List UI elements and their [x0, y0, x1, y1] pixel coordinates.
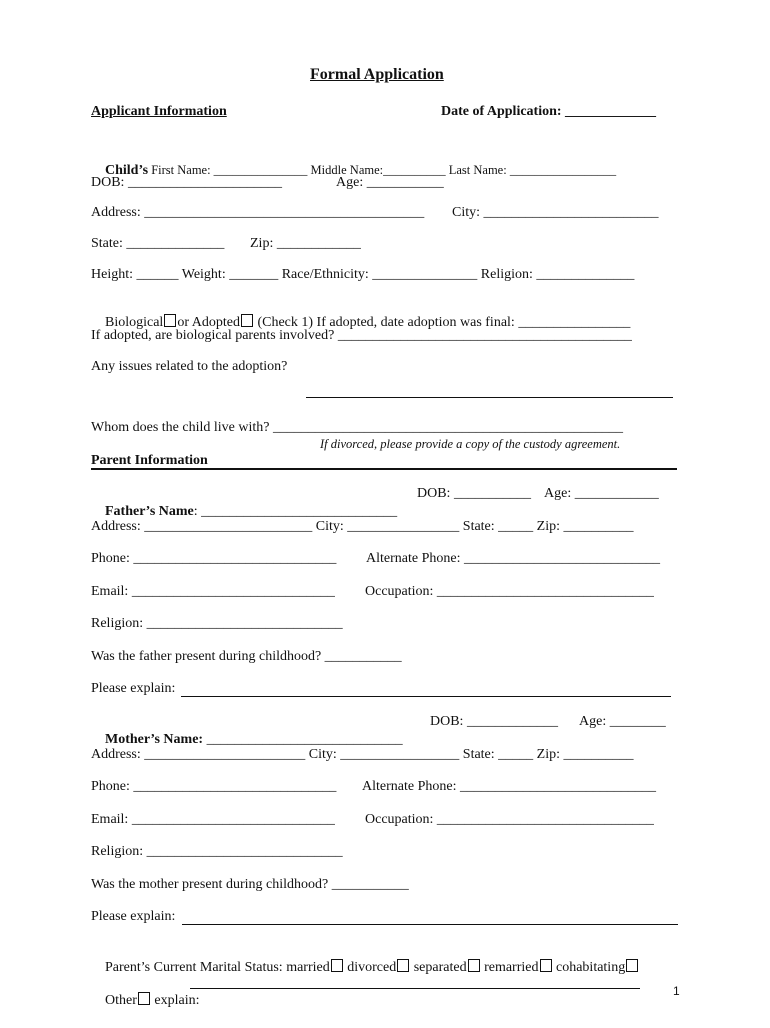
- father-name-label: Father’s Name: [105, 504, 194, 519]
- mother-religion-field[interactable]: Religion: ____________________________: [91, 844, 343, 859]
- other-explain-label: explain:: [150, 993, 200, 1008]
- other-label: Other: [105, 993, 137, 1008]
- adoption-date-field[interactable]: (Check 1) If adopted, date adoption was final: ________________: [253, 315, 631, 330]
- adoption-issues-label: Any issues related to the adoption?: [91, 359, 288, 374]
- divorced-checkbox[interactable]: [397, 959, 409, 972]
- biological-label: Biological: [105, 315, 164, 330]
- father-explain-label: Please explain:: [91, 681, 176, 696]
- parent-section-divider: [91, 468, 677, 470]
- married-checkbox[interactable]: [331, 959, 343, 972]
- other-checkbox[interactable]: [138, 992, 150, 1005]
- remarried-label: remarried: [480, 960, 539, 975]
- mother-explain-label: Please explain:: [91, 909, 176, 924]
- child-dob-field[interactable]: DOB: ______________________: [91, 175, 282, 190]
- cohabitating-checkbox[interactable]: [626, 959, 638, 972]
- bio-parents-field[interactable]: If adopted, are biological parents involved? __________________________________________: [91, 328, 632, 343]
- child-age-field[interactable]: Age: ___________: [336, 175, 444, 190]
- divorced-label: divorced: [343, 960, 397, 975]
- child-name-fields[interactable]: First Name: _______________ Middle Name:__________ Last Name: _________________: [148, 163, 617, 177]
- mother-name-field[interactable]: ____________________________: [203, 732, 403, 747]
- mother-phone-field[interactable]: Phone: _____________________________: [91, 779, 337, 794]
- cohabitating-label: cohabitating: [552, 960, 626, 975]
- form-title: Formal Application: [310, 66, 444, 83]
- date-of-application-field[interactable]: Date of Application: _____________: [441, 104, 657, 119]
- adoption-issues-line[interactable]: [306, 397, 673, 398]
- father-phone-field[interactable]: Phone: _____________________________: [91, 551, 337, 566]
- applicant-info-heading: Applicant Information: [91, 104, 227, 119]
- adopted-label: Adopted: [189, 315, 240, 330]
- mother-age-field[interactable]: Age: ________: [579, 714, 666, 729]
- custody-note: If divorced, please provide a copy of the custody agreement.: [320, 437, 621, 451]
- other-status-row: [91, 974, 200, 1028]
- other-explain-line[interactable]: [190, 988, 640, 989]
- father-occupation-field[interactable]: Occupation: _______________________________: [365, 584, 654, 599]
- father-present-field[interactable]: Was the father present during childhood? ___________: [91, 649, 402, 664]
- father-email-field[interactable]: Email: _____________________________: [91, 584, 335, 599]
- mother-explain-line[interactable]: [182, 924, 678, 925]
- father-religion-field[interactable]: Religion: ____________________________: [91, 616, 343, 631]
- father-explain-line[interactable]: [181, 696, 671, 697]
- father-dob-field[interactable]: DOB: ___________: [417, 486, 531, 501]
- father-age-field[interactable]: Age: ____________: [544, 486, 659, 501]
- separated-checkbox[interactable]: [468, 959, 480, 972]
- or-label: or: [177, 315, 189, 330]
- father-address-row[interactable]: Address: ________________________ City: ________________ State: _____ Zip: __________: [91, 519, 634, 534]
- mother-name-label: Mother’s Name:: [105, 732, 204, 747]
- remarried-checkbox[interactable]: [540, 959, 552, 972]
- mother-dob-field[interactable]: DOB: _____________: [430, 714, 558, 729]
- child-physical-fields[interactable]: Height: ______ Weight: _______ Race/Ethnicity: _______________ Religion: ______________: [91, 267, 635, 282]
- adopted-checkbox[interactable]: [241, 314, 253, 327]
- marital-status-label: Parent’s Current Marital Status: married: [105, 960, 330, 975]
- child-zip-field[interactable]: Zip: ____________: [250, 236, 361, 251]
- father-name-field[interactable]: : ____________________________: [193, 504, 398, 519]
- mother-occupation-field[interactable]: Occupation: _______________________________: [365, 812, 654, 827]
- mother-address-row[interactable]: Address: _______________________ City: _________________ State: _____ Zip: __________: [91, 747, 634, 762]
- father-alt-phone-field[interactable]: Alternate Phone: ____________________________: [366, 551, 660, 566]
- child-label: Child’s: [105, 163, 149, 178]
- page-number: 1: [673, 984, 680, 998]
- parent-info-heading: Parent Information: [91, 453, 208, 468]
- child-state-field[interactable]: State: ______________: [91, 236, 225, 251]
- child-city-field[interactable]: City: _________________________: [452, 205, 659, 220]
- separated-label: separated: [410, 960, 467, 975]
- mother-present-field[interactable]: Was the mother present during childhood? ___________: [91, 877, 409, 892]
- lives-with-field[interactable]: Whom does the child live with? __________________________________________________: [91, 420, 623, 435]
- child-address-field[interactable]: Address: ________________________________________: [91, 205, 425, 220]
- mother-alt-phone-field[interactable]: Alternate Phone: ____________________________: [362, 779, 656, 794]
- biological-checkbox[interactable]: [164, 314, 176, 327]
- mother-email-field[interactable]: Email: _____________________________: [91, 812, 335, 827]
